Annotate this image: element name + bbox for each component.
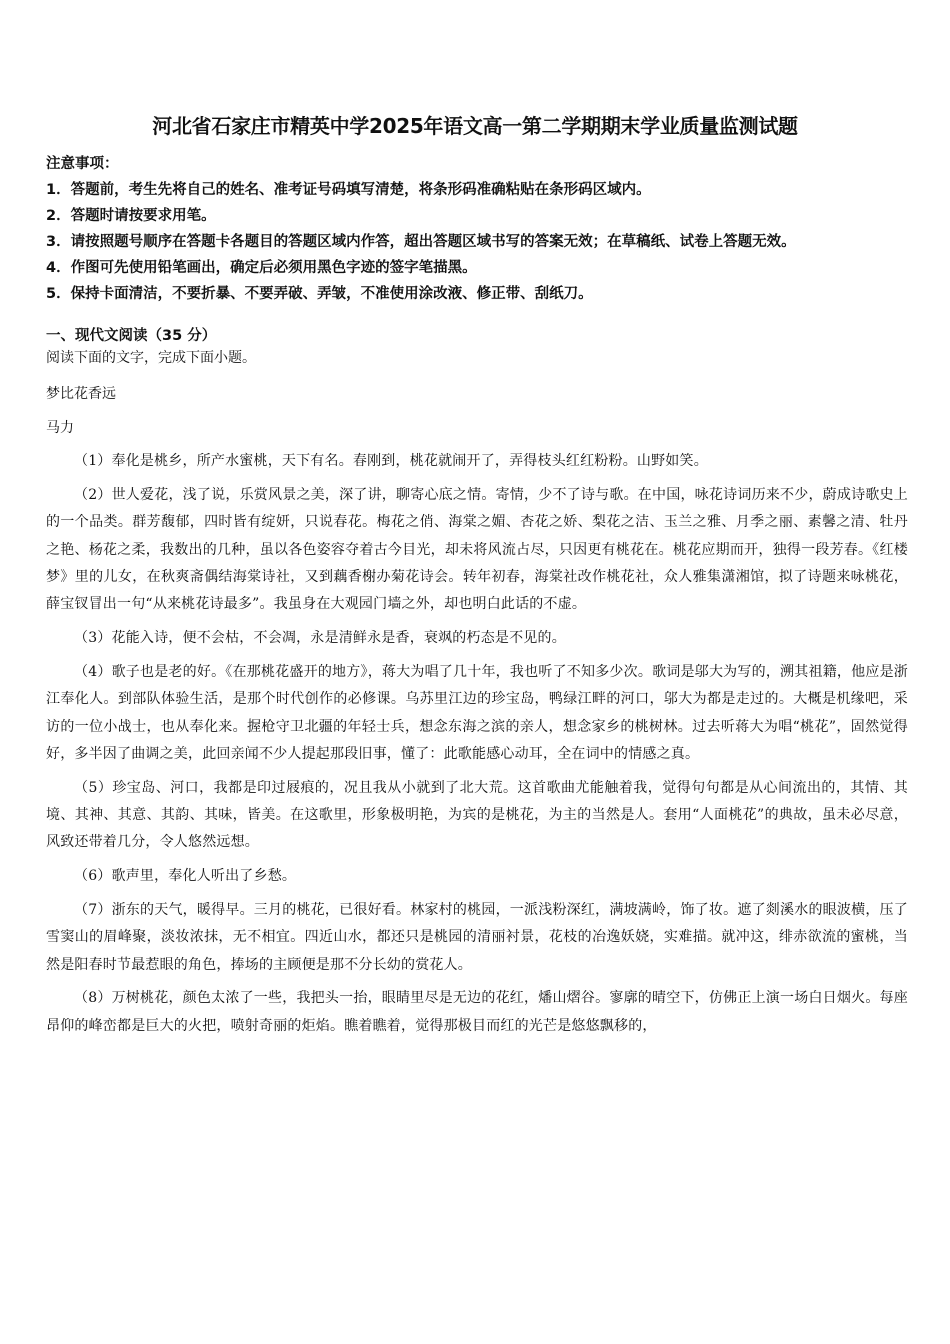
- reading-section: [46, 325, 916, 439]
- article-paragraph: （3）花能入诗，便不会枯，不会凋，永是清鲜永是香，衰飒的朽态是不见的。: [74, 630, 566, 647]
- article-paragraph: （4）歌子也是老的好。《在那桃花盛开的地方》，蒋大为唱了几十年，我也听了不知多少次。歌词是邬大为写的，溯其祖籍，他应是浙江奉化人。到部队体验生活，是那个时代创作的必修课。乌苏里江边的珍宝岛，鸭绿江畔的河口，邬大为都是走过的。大概是机缘吧，采访的一位小战士，也从奉化来。握枪守卫北疆的年轻士兵，想念东海之滨的亲人，想念家乡的桃树林。过去听蒋大为唱“桃花”，固然觉得好，多半因了曲调之美，此回亲闻不少人提起那段旧事，懂了：此歌能感心动耳，全在词中的情感之真。: [46, 663, 908, 762]
- article-title: 梦比花香远: [46, 386, 116, 402]
- article-paragraph: （2）世人爱花，浅了说，乐赏风景之美，深了讲，聊寄心底之情。寄情，少不了诗与歌。在中国，咏花诗词历来不少，蔚成诗歌史上的一个品类。群芳馥郁，四时皆有绽妍，只说春花。梅花之俏、海棠之媚、杏花之娇、梨花之洁、玉兰之雅、月季之丽、素馨之清、牡丹之艳、杨花之柔，我数出的几种，虽以各色姿容夺着古今目光，却未将风流占尽，只因更有桃花在。桃花应期而开，独得一段芳春。《红楼梦》里的儿女，在秋爽斋偶结海棠诗社，又到藕香榭办菊花诗会。转年初春，海棠社改作桃花社，众人雅集潇湘馆，拟了诗题来咏桃花，薛宝钗冒出一句“从来桃花诗最多”。我虽身在大观园门墙之外，却也明白此话的不虚。: [46, 486, 908, 613]
- notice-block: [46, 151, 916, 307]
- exam-title: 河北省石家庄市精英中学2025年语文高一第二学期期末学业质量监测试题: [152, 114, 798, 138]
- notice-item: 5．保持卡面清洁，不要折暴、不要弄破、弄皱，不准使用涂改液、修正带、刮纸刀。: [46, 286, 593, 302]
- article-paragraph: （1）奉化是桃乡，所产水蜜桃，天下有名。春刚到，桃花就闹开了，弄得枝头红红粉粉。山野如笑。: [74, 453, 708, 469]
- section-heading: 一、现代文阅读（35 分）: [46, 328, 217, 344]
- notice-item: 2．答题时请按要求用笔。: [46, 208, 216, 224]
- article-paragraph: （6）歌声里，奉化人听出了乡愁。: [74, 868, 297, 885]
- notice-heading: 注意事项：: [46, 156, 119, 172]
- article-body: [46, 448, 908, 1047]
- section-instruction: 阅读下面的文字，完成下面小题。: [46, 350, 256, 366]
- article-author: 马力: [46, 420, 74, 436]
- notice-item: 1．答题前，考生先将自己的姓名、准考证号码填写清楚，将条形码准确粘贴在条形码区域内。: [46, 182, 651, 198]
- article-paragraph: （7）浙东的天气，暖得早。三月的桃花，已很好看。林家村的桃园，一派浅粉深红，满坡满岭，饰了妆。遮了剡溪水的眼波横，压了雪窦山的眉峰聚，淡妆浓抹，无不相宜。四近山水，都还只是桃园的清丽衬景，花枝的冶逸妖娆，实难描。就冲这，绯赤欲流的蜜桃，当然是阳春时节最惹眼的角色，捧场的主顾便是那不分长幼的赏花人。: [46, 901, 908, 973]
- notice-item: 3．请按照题号顺序在答题卡各题目的答题区域内作答，超出答题区域书写的答案无效；在草稿纸、试卷上答题无效。: [46, 234, 796, 250]
- notice-item: 4．作图可先使用铅笔画出，确定后必须用黑色字迹的签字笔描黑。: [46, 260, 477, 276]
- article-paragraph: （5）珍宝岛、河口，我都是印过屐痕的，况且我从小就到了北大荒。这首歌曲尤能触着我，觉得句句都是从心间流出的，其情、其境、其神、其意、其韵、其味，皆美。在这歌里，形象极明艳，为宾的是桃花，为主的当然是人。套用“人面桃花”的典故，虽未必尽意，风致还带着几分，令人悠然远想。: [46, 779, 908, 851]
- article-paragraph: （8）万树桃花，颜色太浓了一些，我把头一抬，眼睛里尽是无边的花红，燔山熠谷。寥廓的晴空下，仿佛正上演一场白日烟火。每座昂仰的峰峦都是巨大的火把，喷射奇丽的炬焰。瞧着瞧着，觉得那极目而红的光芒是悠悠飘移的，: [46, 990, 908, 1034]
